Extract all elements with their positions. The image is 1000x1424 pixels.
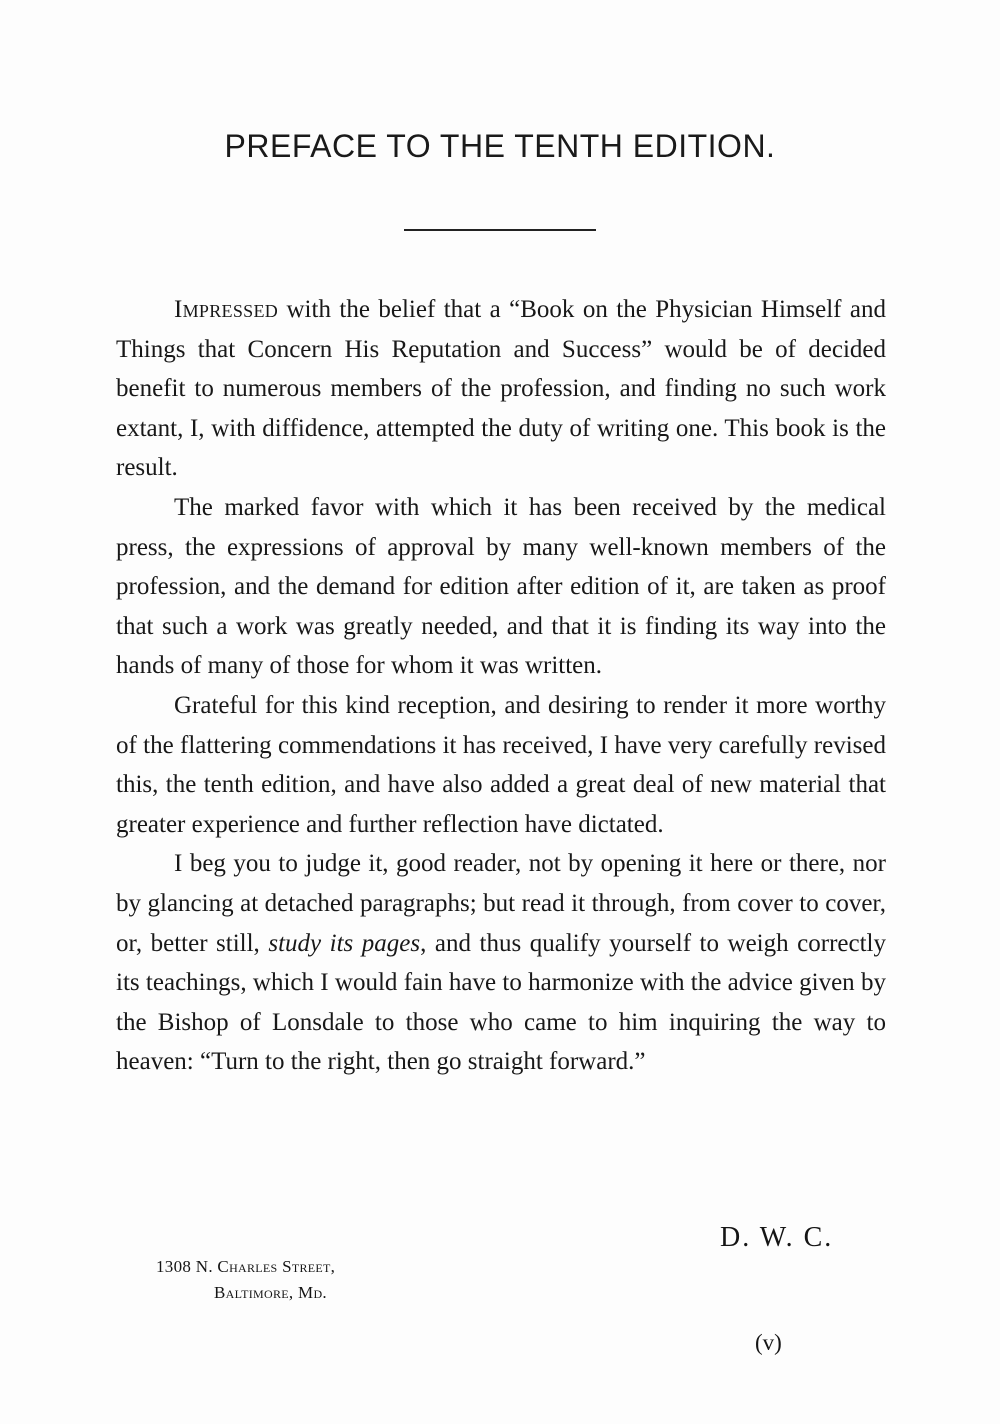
paragraph-4-emphasis: study its pages <box>268 929 421 957</box>
address-street: 1308 N. Charles Street, <box>156 1257 336 1276</box>
paragraph-1-text: with the belief that a “Book on the Physician Himself and Things that Concern His Reputation and Success” would be of decided benefit to numerous members of the profession, and finding no such work extant, I, with diffidence, attempted the duty of writing one. This book is the result. <box>116 296 886 482</box>
paragraph-4 <box>116 844 886 1082</box>
address-city: Baltimore, Md. <box>214 1283 327 1302</box>
title-divider <box>404 229 596 231</box>
paragraph-2: The marked favor with which it has been received by the medical press, the expressions of approval by many well-known members of the profession, and the demand for edition after edition of it, are taken as proof that such a work was greatly needed, and that it is finding its way into the hands of many of those for whom it was written. <box>116 493 886 680</box>
page-number: (v) <box>755 1330 782 1355</box>
page-title: PREFACE TO THE TENTH EDITION. <box>224 128 776 164</box>
paragraph-1-lead-word: Impressed <box>174 296 279 323</box>
preface-body <box>116 290 886 1082</box>
paragraph-4-text-end: , and thus qualify yourself to weigh correctly its teachings, which I would fain have to harmonize with the advice given by the Bishop of Lonsdale to those who came to him inquiring the way to heaven: “Turn to the right, then go straight forward.” <box>116 929 886 1076</box>
paragraph-4-text-start: I beg you to judge it, good reader, not by opening it here or there, nor by glancing at detached paragraphs; but read it through, from cover to cover, or, better still, <box>116 850 886 957</box>
paragraph-1 <box>116 290 886 488</box>
author-initials: D. W. C. <box>720 1222 834 1253</box>
author-address <box>156 1254 335 1306</box>
paragraph-3: Grateful for this kind reception, and desiring to render it more worthy of the flattering commendations it has received, I have very carefully revised this, the tenth edition, and have also added a great deal of new material that greater experience and further reflection have dictated. <box>116 691 886 838</box>
